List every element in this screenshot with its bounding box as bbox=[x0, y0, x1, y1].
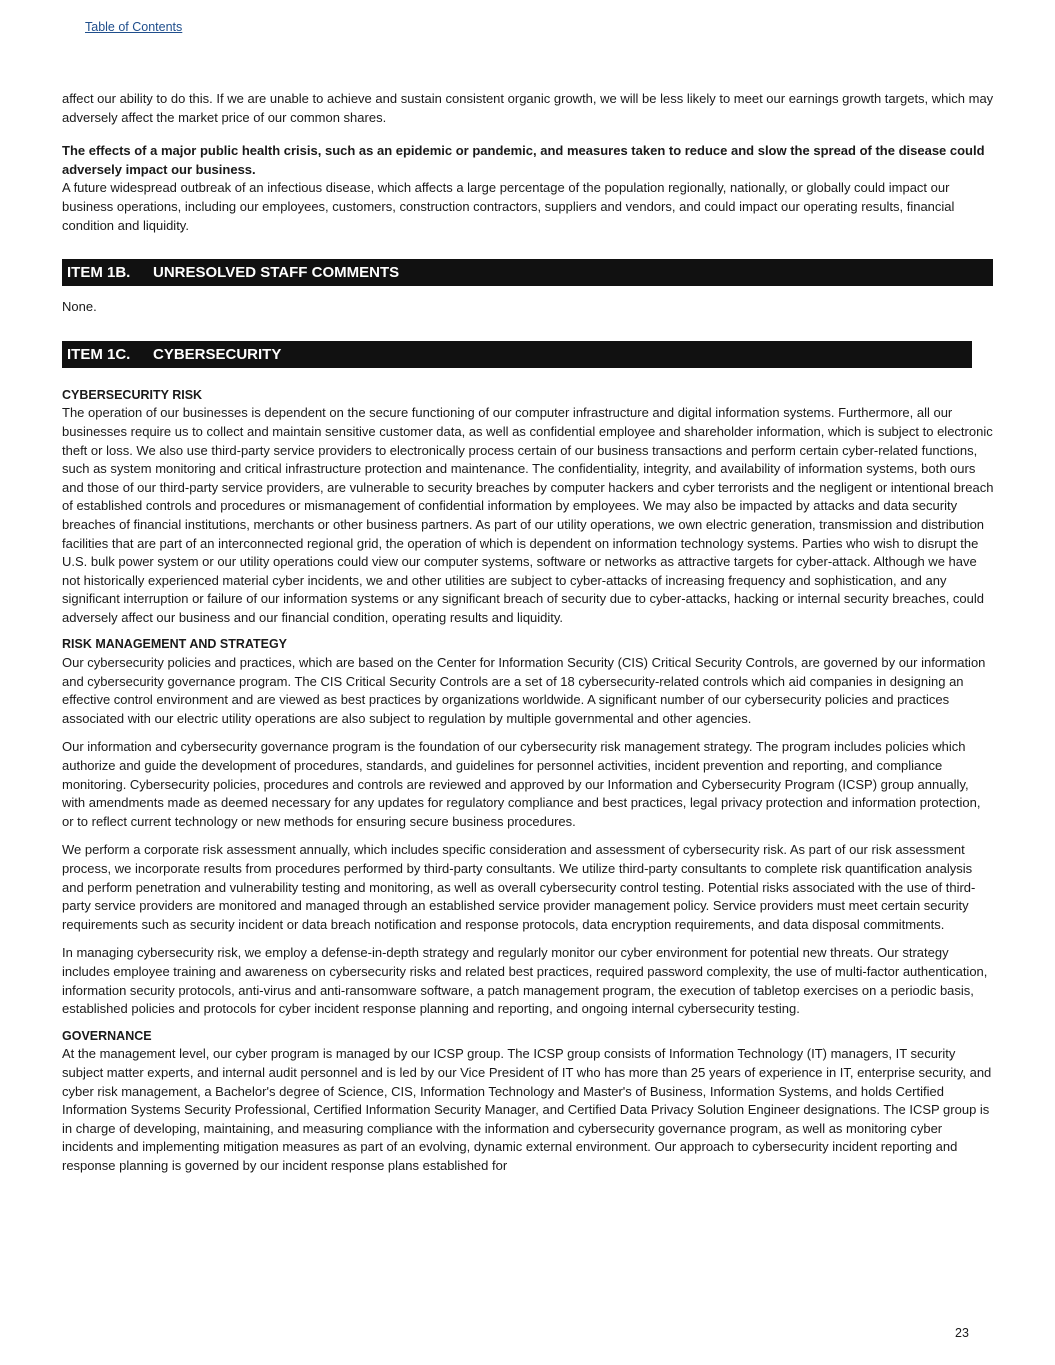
risk-management-para-1: Our cybersecurity policies and practices, which are based on the Center for Information Security (CIS) Critical Security Controls, are governed by our information and cybersecurity governance program. The CIS Critical Security Controls are a set of 18 cybersecurity-related controls which aid companies in designing an effective control environment and are viewed as best practices by organizations worldwide. A significant number of our cybersecurity policies and practices associated with our electric utility operations are also subject to regulation by multiple governmental and other agencies. bbox=[62, 655, 986, 726]
page-number: 23 bbox=[955, 1326, 969, 1340]
health-crisis-body: A future widespread outbreak of an infectious disease, which affects a large percentage of the population regionally, nationally, or globally could impact our business operations, including our employees, customers, construction contractors, suppliers and vendors, and could impact our operating results, financial condition and liquidity. bbox=[62, 180, 955, 233]
item-1b-title: UNRESOLVED STAFF COMMENTS bbox=[153, 264, 400, 282]
health-crisis-heading: The effects of a major public health crisis, such as an epidemic or pandemic, and measures taken to reduce and slow the spread of the disease could adversely impact our business. bbox=[62, 143, 985, 177]
item-1b-number: ITEM 1B. bbox=[67, 264, 131, 282]
item-1c-title: CYBERSECURITY bbox=[153, 345, 282, 363]
governance-heading: GOVERNANCE bbox=[62, 1028, 152, 1043]
governance-body: At the management level, our cyber program is managed by our ICSP group. The ICSP group consists of Information Technology (IT) managers, IT security subject matter experts, and internal audit personnel and is led by our Vice President of IT who has more than 25 years of experience in IT, enterprise security, and cyber risk management, a Bachelor's degree of Science, CIS, Information Technology and Master's of Business, Information Systems, and holds Certified Information Systems Security Professional, Certified Information Security Manager, and Certified Data Privacy Solution Engineer designations. The ICSP group is in charge of developing, maintaining, and measuring compliance with the information and cybersecurity governance program, as well as monitoring cyber incidents and implementing mitigation measures as part of an evolving, dynamic external environment. Our approach to cybersecurity incident reporting and response planning is governed by our incident response plans established for bbox=[62, 1046, 992, 1173]
risk-management-para-2: Our information and cybersecurity governance program is the foundation of our cybersecurity risk management strategy. The program includes policies which authorize and guide the development of procedures, standards, and guidelines for personnel activities, incident prevention and reporting, and compliance monitoring. Cybersecurity policies, procedures and controls are reviewed and approved by our Information and Cybersecurity Program (ICSP) group annually, with amendments made as deemed necessary for any updates for regulatory compliance and best practices, legal privacy protection and information protection, or to reflect current technology or new methods for ensuring secure business procedures. bbox=[62, 739, 981, 829]
risk-management-heading: RISK MANAGEMENT AND STRATEGY bbox=[62, 637, 287, 652]
cybersecurity-risk-heading: CYBERSECURITY RISK bbox=[62, 387, 203, 402]
intro-paragraph: affect our ability to do this. If we are unable to achieve and sustain consistent organic growth, we will be less likely to meet our earnings growth targets, which may adversely affect the market price of our common shares. bbox=[62, 91, 994, 125]
cybersecurity-risk-body: The operation of our businesses is dependent on the secure functioning of our computer infrastructure and digital information systems. Furthermore, all our businesses require us to collect and maintain sensitive customer data, as well as confidential employee and shareholder information, which is subject to electronic theft or loss. We also use third-party service providers to electronically process certain of our business transactions and perform certain cyber-related functions, such as system monitoring and critical infrastructure protection and maintenance. The confidentiality, integrity, and availability of information systems, both ours and those of our third-party service providers, are vulnerable to security breaches by computer hackers and cyber terrorists and the negligent or intentional breach of established controls and procedures or mismanagement of confidential information by employees. We may also be impacted by attacks and data security breaches of financial institutions, merchants or other business partners. As part of our utility operations, we own electric generation, transmission and distribution facilities that are part of an interconnected regional grid, the operation of which is dependent on information technology systems. Parties who wish to disrupt the U.S. bulk power system or our utility operations could view our computer systems, software or networks as attractive targets for cyber-attack. Although we have not historically experienced material cyber incidents, we and other utilities are subject to cyber-attacks of increasing frequency and sophistication, and any significant interruption or failure of our information systems or any significant breach of security due to cyber-attacks, hacking or internal security breaches, could adversely affect our business and our financial condition, operating results and liquidity. bbox=[62, 405, 994, 625]
risk-management-para-3: We perform a corporate risk assessment annually, which includes specific consideration and assessment of cybersecurity risk. As part of our risk assessment process, we incorporate results from procedures performed by third-party consultants. We utilize third-party consultants to complete risk quantification analysis and perform penetration and vulnerability testing and monitoring, as well as overall cybersecurity control testing. Potential risks associated with the use of third-party service providers are monitored and managed through an established service provider management policy. Service providers must meet certain security requirements such as security incident or data breach notification and response protocols, data encryption requirements, and data disposal commitments. bbox=[62, 842, 976, 932]
risk-management-para-4: In managing cybersecurity risk, we employ a defense-in-depth strategy and regularly monitor our cyber environment for potential new threats. Our strategy includes employee training and awareness on cybersecurity risks and related best practices, required password complexity, the use of multi-factor authentication, information security protocols, anti-virus and anti-ransomware software, a patch management program, the execution of tabletop exercises on a periodic basis, established policies and protocols for cyber incident response planning and reporting, and ongoing internal cybersecurity testing. bbox=[62, 945, 988, 1017]
item-1b-body: None. bbox=[62, 299, 97, 315]
document-body bbox=[62, 90, 994, 1176]
table-of-contents-link[interactable]: Table of Contents bbox=[85, 20, 183, 34]
item-1c-number: ITEM 1C. bbox=[67, 345, 131, 363]
item-1b-header bbox=[62, 259, 993, 286]
item-1c-header bbox=[62, 341, 972, 368]
